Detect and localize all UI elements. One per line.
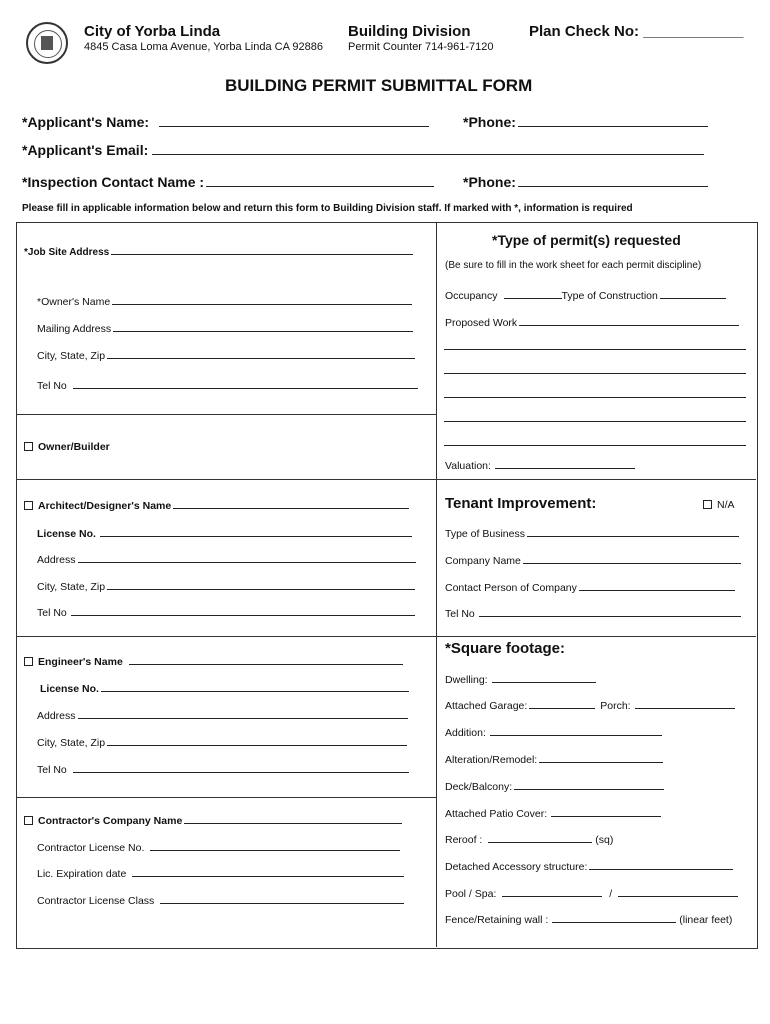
engineer-tel-label: Tel No [37,764,67,776]
patio-label: Attached Patio Cover: [445,808,548,820]
owner-tel-label: Tel No [37,380,67,392]
company-name-field[interactable] [445,552,741,567]
architect-license-field[interactable] [37,525,412,540]
proposed-line-3[interactable] [444,397,746,398]
job-site-field[interactable] [24,243,413,258]
proposed-line-5[interactable] [444,445,746,446]
occupancy-label: Occupancy [445,290,498,302]
job-site-label: *Job Site Address [24,247,110,258]
addition-label: Addition: [445,727,486,739]
architect-tel-field[interactable] [37,604,415,619]
contractor-class-label: Contractor License Class [37,895,155,907]
garage-field[interactable] [445,697,735,712]
dwelling-label: Dwelling: [445,674,488,686]
owner-name-field[interactable] [37,293,412,308]
architect-license-label: License No. [37,528,96,540]
dwelling-field[interactable] [445,671,596,686]
pool-label: Pool / Spa: [445,888,497,900]
engineer-city-label: City, State, Zip [37,737,106,749]
patio-field[interactable] [445,805,661,820]
contractor-license-field[interactable] [37,839,400,854]
divider-1 [16,414,436,415]
company-contact-label: Contact Person of Company [445,582,577,594]
reroof-field[interactable] [445,831,613,846]
owner-builder-option[interactable] [24,441,110,453]
engineer-license-label: License No. [40,683,99,695]
business-type-field[interactable] [445,525,739,540]
mailing-address-field[interactable] [37,320,413,335]
valuation-label: Valuation: [445,460,491,472]
plan-check-field[interactable]: Plan Check No: ____________ [529,23,744,40]
instructions-text: Please fill in applicable information below and return this form to Building Division staff. If marked with *, information is required [22,203,633,214]
applicant-phone-field[interactable] [463,114,708,130]
company-contact-field[interactable] [445,579,735,594]
division-name: Building Division [348,23,471,40]
lic-expiration-label: Lic. Expiration date [37,868,127,880]
owner-city-field[interactable] [37,347,415,362]
pool-field[interactable] [445,885,738,900]
city-seal-logo [26,22,68,64]
occupancy-field[interactable] [445,287,726,302]
divider-4 [16,797,436,798]
form-title: BUILDING PERMIT SUBMITTAL FORM [225,76,533,95]
lic-expiration-field[interactable] [37,865,404,880]
company-tel-field[interactable] [445,605,741,620]
city-name: City of Yorba Linda [84,23,221,40]
engineer-tel-field[interactable] [37,761,409,776]
applicant-phone-label: *Phone: [463,114,516,130]
engineer-city-field[interactable] [37,734,407,749]
deck-field[interactable] [445,778,664,793]
owner-builder-label: Owner/Builder [38,441,110,453]
applicant-name-field[interactable] [22,114,429,130]
deck-label: Deck/Balcony: [445,781,513,793]
architect-city-label: City, State, Zip [37,581,106,593]
divider-3 [16,636,756,637]
proposed-work-field[interactable] [445,314,739,329]
owner-city-label: City, State, Zip [37,350,106,362]
city-address: 4845 Casa Loma Avenue, Yorba Linda CA 92886 [84,41,323,53]
owner-tel-field[interactable] [37,377,418,392]
divider-2 [16,479,756,480]
proposed-line-4[interactable] [444,421,746,422]
contractor-field[interactable] [24,812,402,827]
inspection-phone-field[interactable] [463,174,708,190]
engineer-license-field[interactable] [40,680,409,695]
owner-name-label: *Owner's Name [37,296,111,308]
architect-address-field[interactable] [37,551,416,566]
alteration-field[interactable] [445,751,663,766]
construction-label: Type of Construction [561,290,658,302]
architect-address-label: Address [37,554,76,566]
inspection-phone-label: *Phone: [463,174,516,190]
permit-note: (Be sure to fill in the work sheet for each permit discipline) [445,260,702,271]
fence-field[interactable] [445,911,732,926]
addition-field[interactable] [445,724,662,739]
engineer-address-field[interactable] [37,707,408,722]
proposed-work-label: Proposed Work [445,317,518,329]
company-name-label: Company Name [445,555,521,567]
contractor-label: Contractor's Company Name [38,815,183,827]
architect-checkbox[interactable] [24,501,33,510]
inspection-contact-label: *Inspection Contact Name : [22,174,205,190]
architect-city-field[interactable] [37,578,415,593]
reroof-label: Reroof : [445,834,483,846]
linear-label: (linear feet) [679,914,733,926]
na-checkbox[interactable] [703,500,712,509]
engineer-checkbox[interactable] [24,657,33,666]
detached-label: Detached Accessory structure: [445,861,588,873]
porch-label: Porch: [600,700,631,712]
engineer-field[interactable] [24,653,403,668]
architect-field[interactable] [24,497,409,512]
valuation-field[interactable] [445,457,635,472]
permit-counter: Permit Counter 714-961-7120 [348,41,494,53]
contractor-license-label: Contractor License No. [37,842,145,854]
company-tel-label: Tel No [445,608,475,620]
engineer-address-label: Address [37,710,76,722]
architect-label: Architect/Designer's Name [38,500,172,512]
owner-builder-checkbox[interactable] [24,442,33,451]
sqft-heading: *Square footage: [445,640,566,657]
inspection-contact-field[interactable] [22,174,434,190]
tenant-heading: Tenant Improvement: [445,495,597,512]
contractor-class-field[interactable] [37,892,404,907]
proposed-line-2[interactable] [444,373,746,374]
mailing-address-label: Mailing Address [37,323,112,335]
proposed-line-1[interactable] [444,349,746,350]
engineer-label: Engineer's Name [38,656,123,668]
column-divider [436,222,437,947]
na-label: N/A [717,499,735,511]
business-type-label: Type of Business [445,528,525,540]
fence-label: Fence/Retaining wall : [445,914,549,926]
sq-label: (sq) [595,834,614,846]
applicant-name-label: *Applicant's Name: [22,114,150,130]
detached-field[interactable] [445,858,733,873]
garage-label: Attached Garage: [445,700,528,712]
contractor-checkbox[interactable] [24,816,33,825]
pool-slash: / [609,888,613,900]
applicant-email-field[interactable] [22,142,704,158]
na-option[interactable] [703,499,735,511]
architect-tel-label: Tel No [37,607,67,619]
applicant-email-label: *Applicant's Email: [22,142,149,158]
permit-type-heading: *Type of permit(s) requested [492,232,681,248]
alteration-label: Alteration/Remodel: [445,754,538,766]
